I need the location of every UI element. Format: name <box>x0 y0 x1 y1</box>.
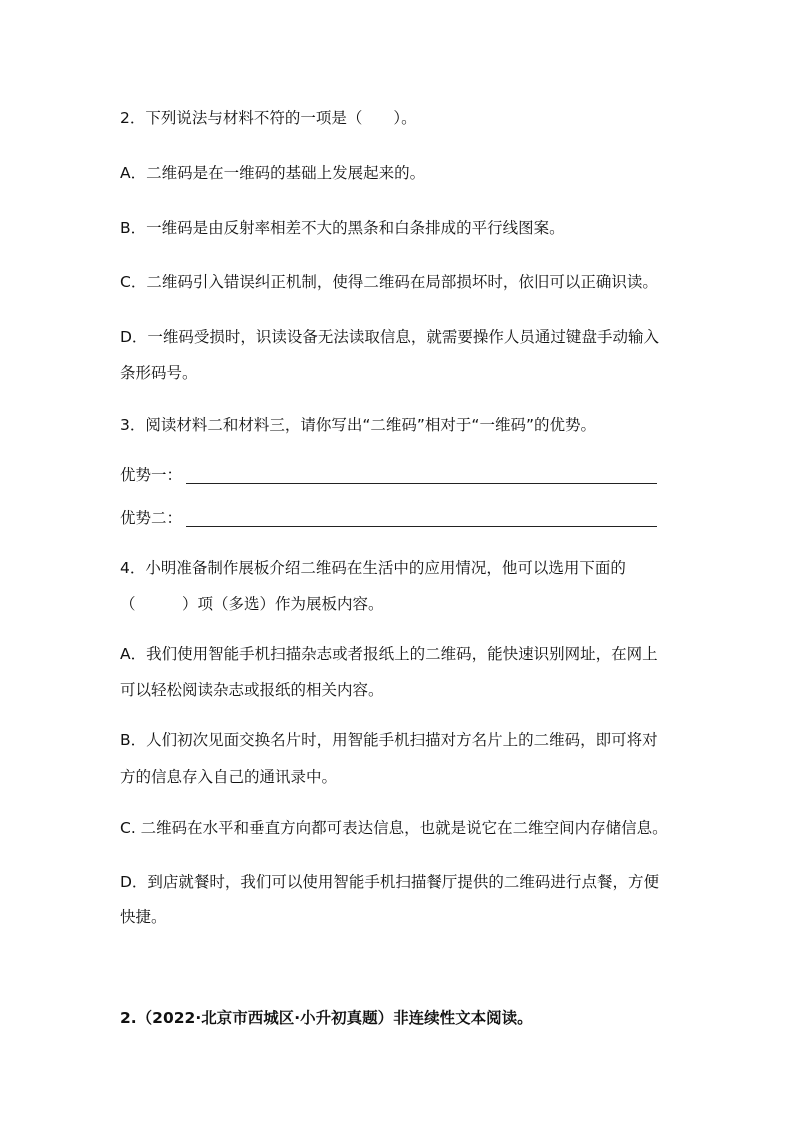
q3-advantage1-label: 优势一： <box>120 466 183 484</box>
q2-option-c: C．二维码引入错误纠正机制，使得二维码在局部损坏时，依旧可以正确识读。 <box>120 273 658 291</box>
q2-option-a: A．二维码是在一维码的基础上发展起来的。 <box>120 164 426 182</box>
q2-stem: 2．下列说法与材料不符的一项是（ ）。 <box>120 109 417 127</box>
q3-advantage1-answer-line[interactable] <box>186 483 657 484</box>
q2-option-b: B．一维码是由反射率相差不大的黑条和白条排成的平行线图案。 <box>120 219 565 237</box>
q4-stem-line1: 4．小明准备制作展板介绍二维码在生活中的应用情况，他可以选用下面的 <box>120 559 626 577</box>
q4-option-b-line1: B．人们初次见面交换名片时，用智能手机扫描对方名片上的二维码，即可将对 <box>120 731 658 749</box>
q3-advantage2-label: 优势二： <box>120 509 183 527</box>
q3-advantage2-row <box>120 508 660 530</box>
q3-advantage1-row <box>120 465 660 487</box>
q4-option-c: C. 二维码在水平和垂直方向都可表达信息，也就是说它在二维空间内存储信息。 <box>120 819 668 837</box>
q4-option-a-line2: 可以轻松阅读杂志或报纸的相关内容。 <box>120 681 384 699</box>
q4-option-a-line1: A．我们使用智能手机扫描杂志或者报纸上的二维码，能快速识别网址，在网上 <box>120 645 658 663</box>
q4-option-d-line2: 快捷。 <box>120 908 167 926</box>
q4-option-d-line1: D．到店就餐时，我们可以使用智能手机扫描餐厅提供的二维码进行点餐，方便 <box>120 873 659 891</box>
q4-option-b-line2: 方的信息存入自己的通讯录中。 <box>120 768 338 786</box>
q4-stem-line2: （ ）项（多选）作为展板内容。 <box>120 595 384 613</box>
q3-stem: 3．阅读材料二和材料三，请你写出“二维码”相对于“一维码”的优势。 <box>120 416 596 434</box>
q3-advantage2-answer-line[interactable] <box>186 526 657 527</box>
q2-option-d-line1: D．一维码受损时，识读设备无法读取信息，就需要操作人员通过键盘手动输入 <box>120 328 659 346</box>
q2-option-d-line2: 条形码号。 <box>120 364 198 382</box>
next-question-heading: 2.（2022·北京市西城区·小升初真题）非连续性文本阅读。 <box>120 1009 533 1027</box>
